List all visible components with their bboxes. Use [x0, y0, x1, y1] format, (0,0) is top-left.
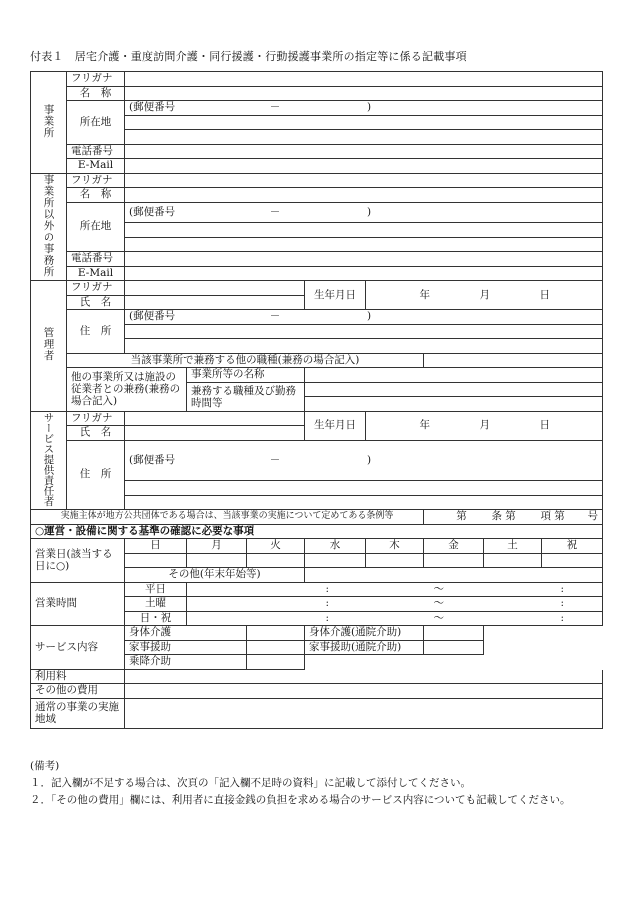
tilde: ～ — [433, 597, 444, 610]
weekday-hol: 祝 — [542, 539, 603, 554]
service-body-care: 身体介護 — [125, 626, 247, 641]
service-content-label: サービス内容 — [31, 626, 125, 670]
name-label: 名 称 — [67, 188, 125, 203]
section-office-label — [31, 72, 67, 174]
postal-close: ) — [366, 453, 372, 466]
manager-address-line1[interactable] — [125, 324, 603, 339]
service-body-care-check[interactable] — [247, 626, 305, 641]
postal-dash: － — [269, 310, 281, 323]
birth-label: 生年月日 — [305, 411, 366, 440]
postal-open: (郵便番号 — [129, 453, 176, 466]
person-name-label: 氏 名 — [67, 295, 125, 310]
sm-birth-field[interactable] — [366, 411, 603, 440]
furigana-label: フリガナ — [67, 411, 125, 426]
hours-weekday-field[interactable] — [187, 582, 603, 597]
standards-header: ○運営・設備に関する基準の確認に必要な事項 — [31, 524, 603, 539]
other-fee-label: その他の費用 — [31, 684, 125, 699]
sm-postal-field[interactable] — [125, 440, 603, 481]
business-hours-label: 営業時間 — [31, 582, 125, 626]
section-manager-text: 管理者 — [42, 327, 55, 362]
ordinance-field[interactable] — [424, 510, 603, 525]
postal-dash: － — [269, 453, 281, 466]
ordinance-label: 実施主体が地方公共団体である場合は、当該事業の実施について定めてある条例等 — [31, 510, 424, 525]
phone-label: 電話番号 — [67, 252, 125, 267]
postal-close: ) — [366, 205, 372, 218]
other-office-furigana-field[interactable] — [125, 173, 603, 188]
ordinance-ko: 項 第 — [540, 510, 565, 523]
note-item: １．記入欄が不足する場合は、次頁の「記入欄不足時の資料」に記載して添付してください。 — [30, 777, 471, 789]
notes — [30, 758, 602, 809]
location-label: 所在地 — [67, 202, 125, 252]
weekday-thu: 木 — [366, 539, 424, 554]
month-label: 月 — [479, 288, 490, 301]
office-name-field[interactable] — [125, 86, 603, 101]
section-service-manager-text: サービス提供責任者 — [42, 411, 55, 506]
month-label: 月 — [479, 419, 490, 431]
manager-postal-field[interactable] — [125, 310, 603, 325]
sm-furigana-field[interactable] — [125, 411, 305, 426]
postal-dash: － — [269, 205, 281, 218]
hours-saturday-label: 土曜 — [125, 597, 187, 612]
day-check-fri[interactable] — [424, 553, 484, 568]
colon: : — [560, 611, 564, 624]
other-office-name-field[interactable] — [125, 188, 603, 203]
manager-other-duty-label: 当該事業所で兼務する他の職種(兼務の場合記入) — [67, 353, 424, 368]
hours-weekday-label: 平日 — [125, 582, 187, 597]
notes-heading: (備考) — [30, 760, 60, 772]
other-office-postal-field[interactable] — [125, 202, 603, 223]
sm-address-line1[interactable] — [125, 481, 603, 496]
service-blank-2 — [484, 640, 603, 655]
service-area-field[interactable] — [125, 698, 603, 728]
weekday-sat: 土 — [484, 539, 542, 554]
day-check-tue[interactable] — [247, 553, 305, 568]
postal-open: (郵便番号 — [129, 101, 176, 114]
service-body-care-hospital-check[interactable] — [424, 626, 484, 641]
other-fee-field[interactable] — [125, 684, 603, 699]
business-days-label: 営業日(該当する日に○) — [31, 539, 125, 583]
day-check-hol[interactable] — [542, 553, 603, 568]
sm-address-line2[interactable] — [125, 495, 603, 510]
day-label: 日 — [539, 419, 550, 431]
note-item: ２．「その他の費用」欄には、利用者に直接金銭の負担を求める場合のサービス内容についても記載してください。 — [30, 794, 571, 806]
postal-open: (郵便番号 — [129, 310, 176, 323]
service-area-label: 通常の事業の実施地域 — [31, 698, 125, 728]
office-phone-field[interactable] — [125, 144, 603, 159]
postal-close: ) — [366, 101, 372, 114]
address-label: 住 所 — [67, 310, 125, 354]
tilde: ～ — [433, 611, 444, 624]
colon: : — [560, 597, 564, 610]
ordinance-go: 号 — [587, 510, 598, 523]
furigana-label: フリガナ — [67, 173, 125, 188]
colon: : — [325, 582, 329, 595]
day-label: 日 — [539, 288, 550, 301]
service-boarding-check[interactable] — [247, 655, 305, 670]
phone-label: 電話番号 — [67, 144, 125, 159]
day-check-sat[interactable] — [484, 553, 542, 568]
service-boarding: 乗降介助 — [125, 655, 247, 670]
weekday-mon: 月 — [187, 539, 247, 554]
manager-address-line2[interactable] — [125, 339, 603, 354]
service-blank-1 — [484, 626, 603, 641]
service-housework-hospital: 家事援助(通院介助) — [305, 640, 424, 655]
manager-name-field[interactable] — [125, 295, 305, 310]
other-office-address-line1[interactable] — [125, 223, 603, 238]
hours-saturday-field[interactable] — [187, 597, 603, 612]
other-office-phone-field[interactable] — [125, 252, 603, 267]
other-job-hours-field-1[interactable] — [305, 382, 603, 397]
day-check-sun[interactable] — [125, 553, 187, 568]
postal-open: (郵便番号 — [129, 205, 176, 218]
postal-dash: － — [269, 101, 281, 114]
other-job-hours-field-2[interactable] — [305, 397, 603, 412]
weekday-fri: 金 — [424, 539, 484, 554]
ordinance-dai: 第 — [456, 510, 467, 523]
day-check-mon[interactable] — [187, 553, 247, 568]
office-address-line2[interactable] — [125, 130, 603, 145]
address-label: 住 所 — [67, 440, 125, 510]
weekday-tue: 火 — [247, 539, 305, 554]
other-holidays-field[interactable] — [305, 568, 603, 583]
fee-field[interactable] — [125, 669, 603, 684]
manager-other-duty-field[interactable] — [424, 353, 603, 368]
colon: : — [325, 597, 329, 610]
hours-holiday-field[interactable] — [187, 611, 603, 626]
service-housework-check[interactable] — [247, 640, 305, 655]
section-service-manager-label — [31, 411, 67, 510]
postal-close: ) — [366, 310, 372, 323]
other-holidays-label: その他(年末年始等) — [125, 568, 305, 583]
furigana-label: フリガナ — [67, 72, 125, 87]
furigana-label: フリガナ — [67, 281, 125, 296]
office-postal-field[interactable] — [125, 101, 603, 116]
colon: : — [560, 582, 564, 595]
location-label: 所在地 — [67, 101, 125, 145]
weekday-sun: 日 — [125, 539, 187, 554]
other-office-email-field[interactable] — [125, 266, 603, 281]
service-housework: 家事援助 — [125, 640, 247, 655]
email-label: E-Mail — [67, 266, 125, 281]
other-job-hours-label: 兼務する職種及び勤務時間等 — [187, 382, 305, 411]
manager-birth-field[interactable] — [366, 281, 603, 310]
section-other-office-text: 事業所以外の事務所 — [42, 173, 55, 277]
colon: : — [325, 611, 329, 624]
manager-furigana-field[interactable] — [125, 281, 305, 296]
ordinance-jo: 条 第 — [491, 510, 516, 523]
fee-label: 利用料 — [31, 669, 125, 684]
year-label: 年 — [419, 419, 430, 431]
service-housework-hospital-check[interactable] — [424, 640, 484, 655]
office-furigana-field[interactable] — [125, 72, 603, 87]
section-manager-label — [31, 281, 67, 412]
person-name-label: 氏 名 — [67, 426, 125, 441]
birth-label: 生年月日 — [305, 281, 366, 310]
office-address-line1[interactable] — [125, 115, 603, 130]
hours-holiday-label: 日・祝 — [125, 611, 187, 626]
day-check-thu[interactable] — [366, 553, 424, 568]
facility-name-label: 事業所等の名称 — [187, 368, 305, 383]
sm-name-field[interactable] — [125, 426, 305, 441]
section-office-text: 事業所 — [42, 103, 55, 138]
section-other-office-label — [31, 173, 67, 281]
page-title: 付表１ 居宅介護・重度訪問介護・同行援護・行動援護事業所の指定等に係る記載事項 — [30, 50, 467, 63]
day-check-wed[interactable] — [305, 553, 366, 568]
name-label: 名 称 — [67, 86, 125, 101]
service-body-care-hospital: 身体介護(通院介助) — [305, 626, 424, 641]
manager-other-facility-label: 他の事業所又は施設の従業者との兼務(兼務の場合記入) — [67, 368, 187, 412]
office-email-field[interactable] — [125, 159, 603, 174]
service-blank-3 — [305, 655, 603, 670]
year-label: 年 — [419, 288, 430, 301]
facility-name-field[interactable] — [305, 368, 603, 383]
email-label: E-Mail — [67, 159, 125, 174]
registration-form — [30, 71, 603, 729]
other-office-address-line2[interactable] — [125, 237, 603, 252]
weekday-wed: 水 — [305, 539, 366, 554]
tilde: ～ — [433, 582, 444, 595]
